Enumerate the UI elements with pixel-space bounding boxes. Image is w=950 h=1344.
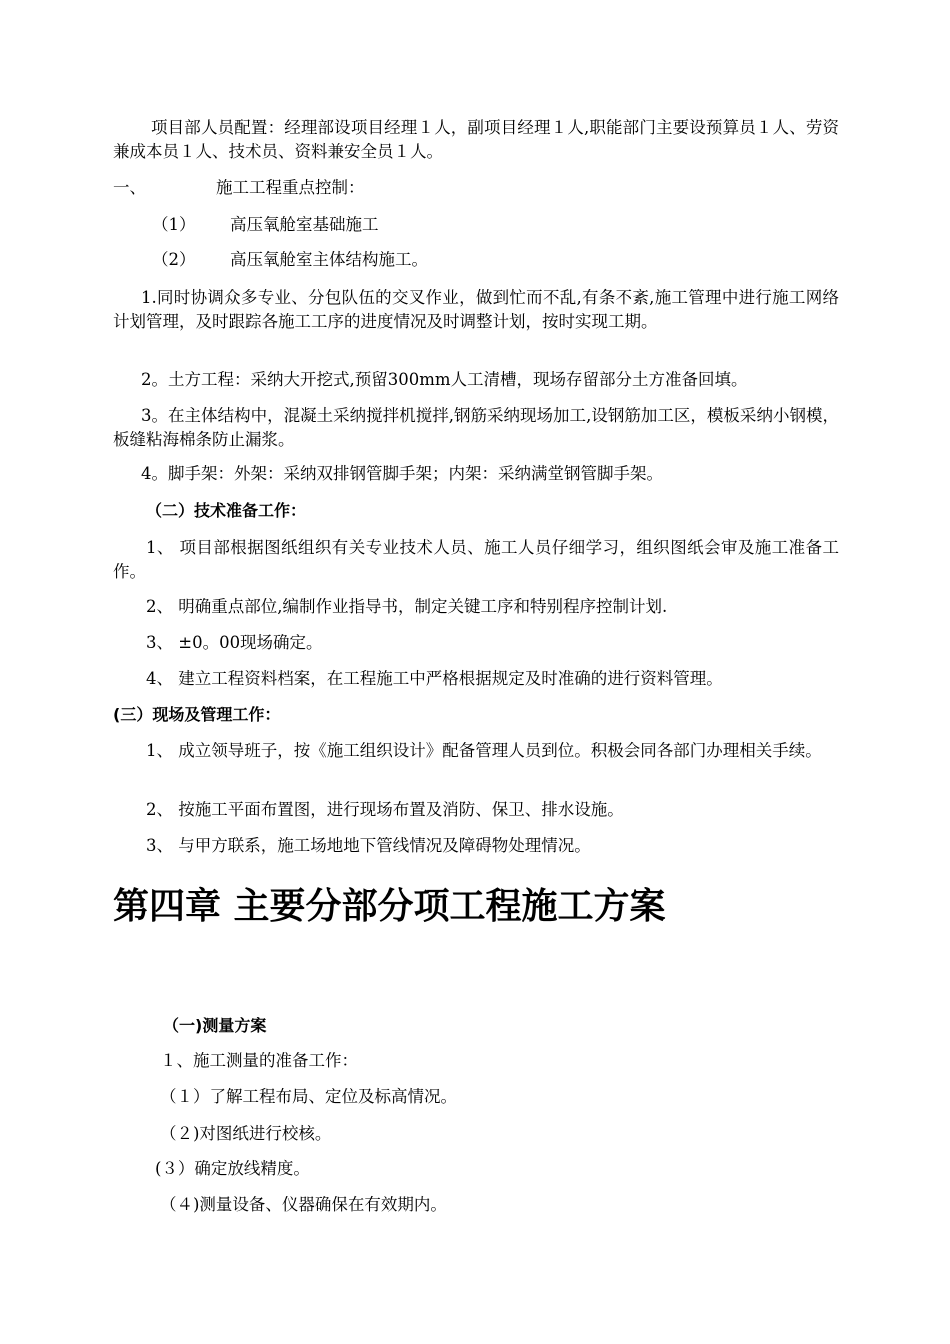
tech-prep-item: 4、 建立工程资料档案，在工程施工中严格根据规定及时准确的进行资料管理。 [146, 669, 723, 688]
survey-item: (３）确定放线精度。 [155, 1159, 310, 1178]
staffing-paragraph: 项目部人员配置：经理部设项目经理１人，副项目经理１人,职能部门主要设预算员１人、劳资兼成本员１人、技术员、资料兼安全员１人。 [113, 118, 839, 161]
chapter-title: 第四章 主要分部分项工程施工方案 [113, 886, 666, 927]
section-one-title: 施工工程重点控制： [216, 178, 365, 197]
site-mgmt-item: 3、 与甲方联系，施工场地地下管线情况及障碍物处理情况。 [146, 836, 591, 855]
tech-prep-item: 2、 明确重点部位,编制作业指导书，制定关键工序和特别程序控制计划. [146, 597, 668, 616]
control-paragraph: 1.同时协调众多专业、分包队伍的交叉作业，做到忙而不乱,有条不紊,施工管理中进行施工网络计划管理，及时跟踪各施工工序的进度情况及时调整计划，按时实现工期。 [113, 288, 839, 331]
section-one-number: 一、 [113, 178, 146, 197]
tech-prep-item: 3、 ±0。00现场确定。 [146, 633, 323, 652]
survey-item: （４)测量设备、仪器确保在有效期内。 [160, 1195, 447, 1214]
key-item-text: 高压氧舱室主体结构施工。 [230, 250, 428, 269]
key-item-number: （2） [152, 250, 196, 269]
control-paragraph: 2。土方工程：采纳大开挖式,预留300mm人工清槽，现场存留部分土方准备回填。 [141, 370, 748, 389]
control-paragraph: 3。在主体结构中，混凝土采纳搅拌机搅拌,钢筋采纳现场加工,设钢筋加工区，模板采纳小钢模，板缝粘海棉条防止漏浆。 [113, 406, 839, 449]
key-item [152, 213, 878, 237]
site-mgmt-heading: (三）现场及管理工作： [113, 705, 281, 724]
site-mgmt-item: 2、 按施工平面布置图，进行现场布置及消防、保卫、排水设施。 [146, 800, 624, 819]
survey-item: （２)对图纸进行校核。 [160, 1124, 332, 1143]
tech-prep-item: 1、 项目部根据图纸组织有关专业技术人员、施工人员仔细学习，组织图纸会审及施工准备工作。 [113, 538, 839, 581]
key-item [152, 248, 878, 272]
key-item-number: （1） [152, 215, 196, 234]
control-paragraph: 4。脚手架：外架：采纳双排钢管脚手架；内架：采纳满堂钢管脚手架。 [141, 464, 663, 483]
tech-prep-heading: （二）技术准备工作： [146, 501, 307, 520]
survey-heading: （一)测量方案 [163, 1016, 267, 1035]
site-mgmt-item: 1、 成立领导班子，按《施工组织设计》配备管理人员到位。积极会同各部门办理相关手续。 [146, 741, 822, 760]
key-item-text: 高压氧舱室基础施工 [230, 215, 379, 234]
section-one-heading [113, 176, 839, 200]
survey-item: （１）了解工程布局、定位及标高情况。 [160, 1087, 457, 1106]
survey-intro: １、施工测量的准备工作： [160, 1051, 358, 1070]
